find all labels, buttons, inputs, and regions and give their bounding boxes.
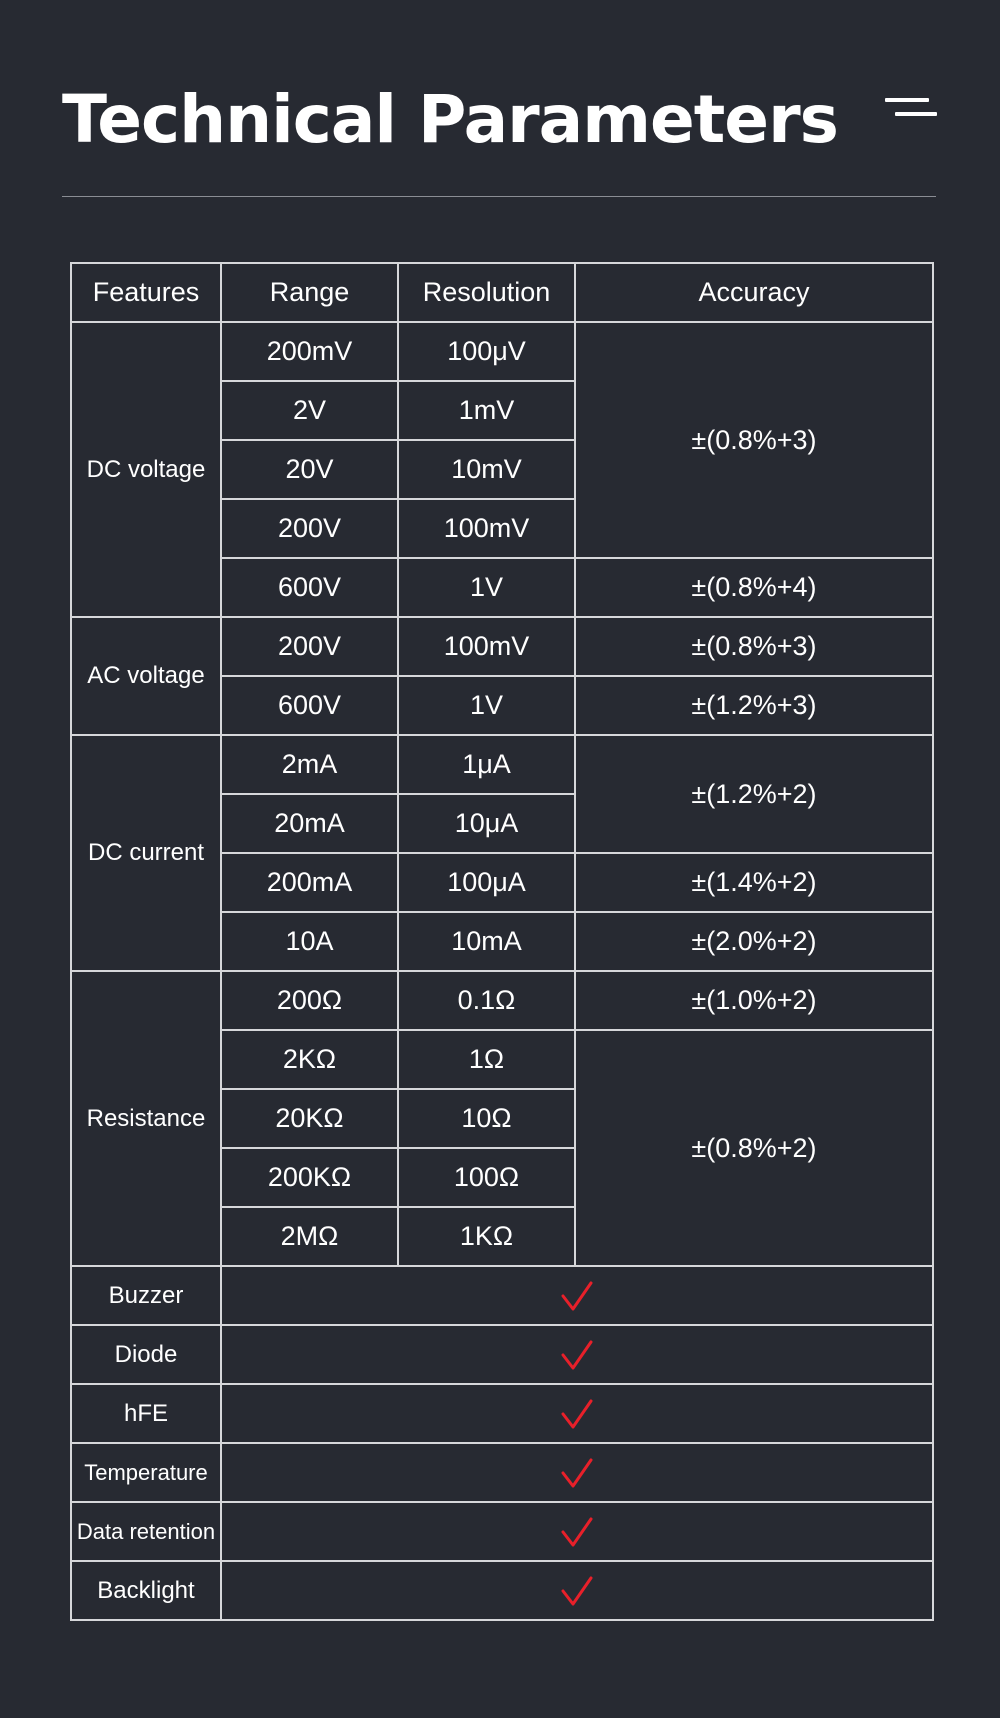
resolution-cell: 1V [398,676,575,735]
menu-bar-top [885,98,929,102]
range-cell: 20mA [221,794,398,853]
feature-label: Backlight [71,1561,221,1620]
resolution-cell: 10mA [398,912,575,971]
feature-support-row [71,1502,933,1561]
range-cell: 200V [221,499,398,558]
table-row [71,971,933,1030]
feature-label: Resistance [71,971,221,1266]
accuracy-cell: ±(2.0%+2) [575,912,933,971]
accuracy-cell: ±(0.8%+3) [575,322,933,558]
range-cell: 600V [221,558,398,617]
table-row [71,322,933,381]
resolution-cell: 100μA [398,853,575,912]
resolution-cell: 10Ω [398,1089,575,1148]
menu-bar-bottom [895,112,937,116]
resolution-cell: 100mV [398,499,575,558]
resolution-cell: 100Ω [398,1148,575,1207]
feature-label: hFE [71,1384,221,1443]
support-cell [221,1384,933,1443]
feature-support-row [71,1561,933,1620]
table-header-row [71,263,933,322]
spec-table-body [71,322,933,1620]
feature-label: DC voltage [71,322,221,617]
checkmark-icon [560,1279,594,1313]
feature-label: Diode [71,1325,221,1384]
support-cell [221,1561,933,1620]
range-cell: 200mA [221,853,398,912]
accuracy-cell: ±(1.2%+3) [575,676,933,735]
title-divider [62,196,936,197]
accuracy-cell: ±(1.2%+2) [575,735,933,853]
header-accuracy: Accuracy [575,263,933,322]
range-cell: 200V [221,617,398,676]
range-cell: 10A [221,912,398,971]
support-cell [221,1325,933,1384]
header-features: Features [71,263,221,322]
range-cell: 2KΩ [221,1030,398,1089]
support-cell [221,1502,933,1561]
range-cell: 20KΩ [221,1089,398,1148]
resolution-cell: 1mV [398,381,575,440]
accuracy-cell: ±(0.8%+3) [575,617,933,676]
resolution-cell: 1V [398,558,575,617]
spec-table [70,262,934,1621]
range-cell: 200Ω [221,971,398,1030]
resolution-cell: 10mV [398,440,575,499]
header-range: Range [221,263,398,322]
range-cell: 2MΩ [221,1207,398,1266]
hamburger-menu-icon[interactable] [885,98,937,124]
range-cell: 200mV [221,322,398,381]
range-cell: 600V [221,676,398,735]
resolution-cell: 1Ω [398,1030,575,1089]
resolution-cell: 1KΩ [398,1207,575,1266]
checkmark-icon [560,1338,594,1372]
feature-label: DC current [71,735,221,971]
checkmark-icon [560,1397,594,1431]
header-resolution: Resolution [398,263,575,322]
support-cell [221,1443,933,1502]
feature-label: Data retention [71,1502,221,1561]
resolution-cell: 100μV [398,322,575,381]
feature-label: Temperature [71,1443,221,1502]
resolution-cell: 0.1Ω [398,971,575,1030]
feature-support-row [71,1325,933,1384]
range-cell: 2V [221,381,398,440]
range-cell: 2mA [221,735,398,794]
accuracy-cell: ±(0.8%+4) [575,558,933,617]
table-row [71,617,933,676]
accuracy-cell: ±(1.0%+2) [575,971,933,1030]
resolution-cell: 1μA [398,735,575,794]
feature-label: Buzzer [71,1266,221,1325]
feature-support-row [71,1443,933,1502]
page-title: Technical Parameters [62,81,838,158]
resolution-cell: 10μA [398,794,575,853]
support-cell [221,1266,933,1325]
checkmark-icon [560,1515,594,1549]
range-cell: 20V [221,440,398,499]
accuracy-cell: ±(1.4%+2) [575,853,933,912]
feature-support-row [71,1266,933,1325]
checkmark-icon [560,1574,594,1608]
table-row [71,735,933,794]
range-cell: 200KΩ [221,1148,398,1207]
resolution-cell: 100mV [398,617,575,676]
checkmark-icon [560,1456,594,1490]
feature-support-row [71,1384,933,1443]
feature-label: AC voltage [71,617,221,735]
accuracy-cell: ±(0.8%+2) [575,1030,933,1266]
